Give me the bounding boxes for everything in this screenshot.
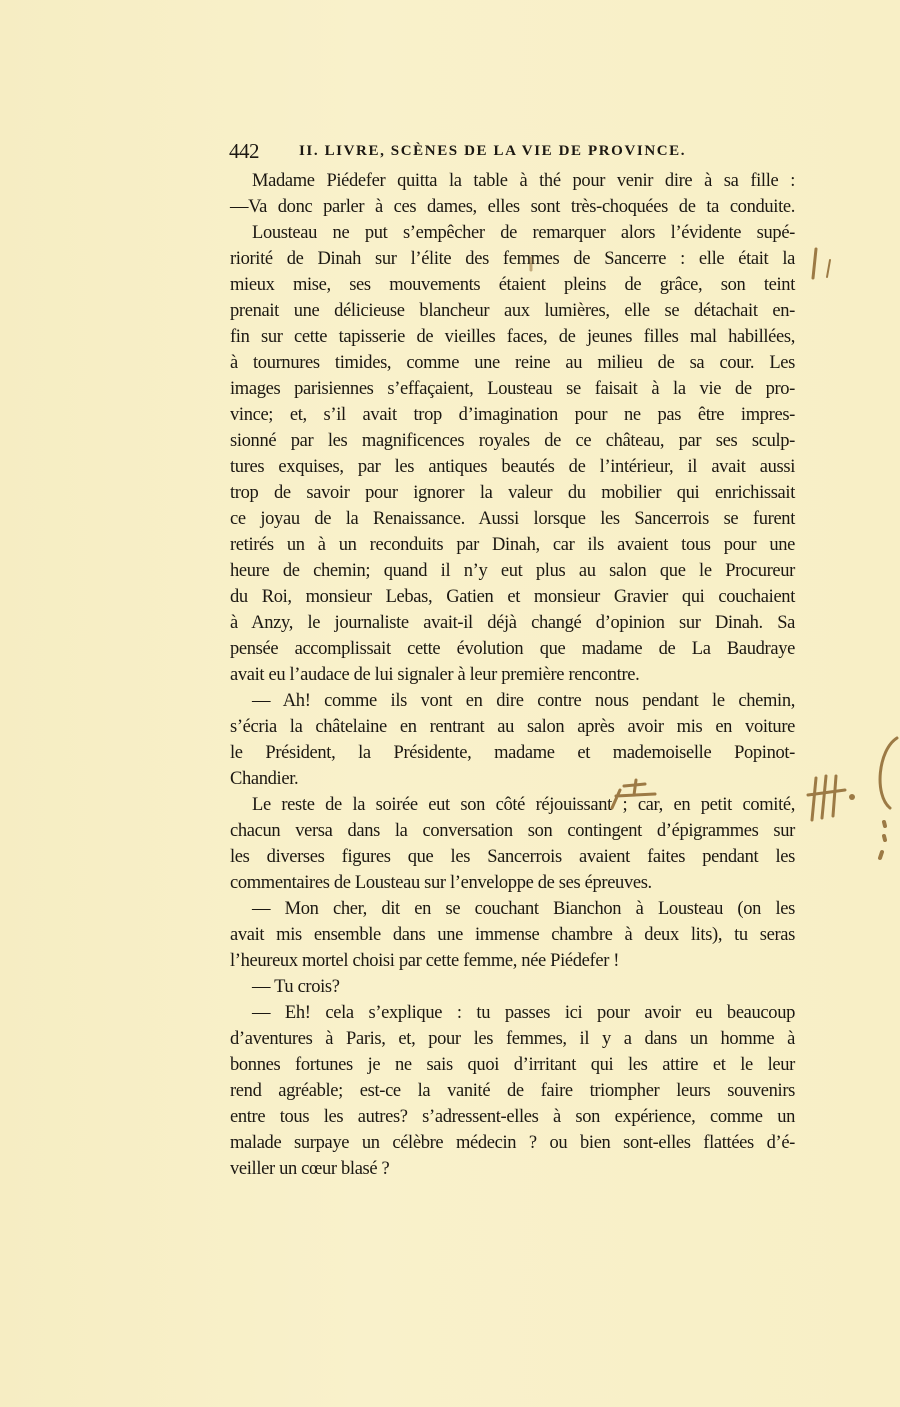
margin-dots-mark (880, 822, 885, 858)
page-number: 442 (229, 139, 259, 163)
text-line: mieux mise, ses mouvements étaient pleins de grâce, son teint (230, 275, 795, 295)
text-line: les diverses figures que les Sancerrois avaient faites pendant les (230, 847, 795, 867)
text-line: bonnes fortunes je ne sais quoi d’irritant qui les attire et le leur (230, 1055, 795, 1075)
text-line: tures exquises, par les antiques beautés de l’intérieur, il avait aussi (230, 457, 795, 477)
text-line: à tournures timides, comme une reine au milieu de sa cour. Les (230, 353, 795, 373)
text-line: — Ah! comme ils vont en dire contre nous pendant le chemin, (252, 691, 795, 711)
margin-stroke-mark (813, 249, 816, 278)
text-line: veiller un cœur blasé ? (230, 1159, 390, 1179)
text-line: — Mon cher, dit en se couchant Bianchon à Lousteau (on les (252, 899, 795, 919)
text-line: sionné par les magnificences royales de ce château, par ses sculp- (230, 431, 795, 451)
text-line: — Eh! cela s’explique : tu passes ici pour avoir eu beaucoup (252, 1003, 795, 1023)
text-line: prenait une délicieuse blancheur aux lumières, elle se détachait en- (230, 301, 795, 321)
margin-bracket-mark (880, 738, 897, 808)
text-line: images parisiennes s’effaçaient, Lousteau se faisait à la vie de pro- (230, 379, 795, 399)
text-line: vince; et, s’il avait trop d’imagination pour ne pas être impres- (230, 405, 795, 425)
text-line: avait mis ensemble dans une immense chambre à deux lits), tu seras (230, 925, 795, 945)
margin-dot-mark (849, 794, 855, 800)
text-line: commentaires de Lousteau sur l’enveloppe de ses épreuves. (230, 873, 652, 893)
text-line: avait eu l’audace de lui signaler à leur première rencontre. (230, 665, 640, 685)
text-line: malade surpaye un célèbre médecin ? ou bien sont-elles flattées d’é- (230, 1133, 795, 1153)
text-line: heure de chemin; quand il n’y eut plus au salon que le Procureur (230, 561, 795, 581)
text-line: Chandier. (230, 769, 299, 789)
text-line: rend agréable; est-ce la vanité de faire triompher leurs souvenirs (230, 1081, 795, 1101)
margin-ttt-mark (808, 776, 845, 820)
text-line: Lousteau ne put s’empêcher de remarquer alors l’évidente supé- (252, 223, 795, 243)
text-line: l’heureux mortel choisi par cette femme, née Piédefer ! (230, 951, 620, 971)
margin-stroke-mark (827, 260, 830, 277)
text-line: trop de savoir pour ignorer la valeur du mobilier qui enrichissait (230, 483, 795, 503)
text-line: Madame Piédefer quitta la table à thé pour venir dire à sa fille : (252, 171, 795, 191)
text-line: —Va donc parler à ces dames, elles sont très-choquées de ta conduite. (230, 197, 795, 217)
text-line: chacun versa dans la conversation son contingent d’épigrammes sur (230, 821, 795, 841)
text-line: s’écria la châtelaine en rentrant au salon après avoir mis en voiture (230, 717, 795, 737)
running-title: II. LIVRE, SCÈNES DE LA VIE DE PROVINCE. (299, 143, 687, 159)
text-line: d’aventures à Paris, et, pour les femmes, il y a dans un homme à (230, 1029, 795, 1049)
text-line: pensée accomplissait cette évolution que madame de La Baudraye (230, 639, 795, 659)
text-line: ce joyau de la Renaissance. Aussi lorsque les Sancerrois se furent (230, 509, 795, 529)
text-line: entre tous les autres? s’adressent-elles à son expérience, comme un (230, 1107, 795, 1127)
text-line: le Président, la Présidente, madame et mademoiselle Popinot- (230, 743, 795, 763)
text-line: — Tu crois? (252, 977, 340, 997)
insertion-mark (612, 780, 655, 808)
text-line: du Roi, monsieur Lebas, Gatien et monsieur Gravier qui couchaient (230, 587, 795, 607)
text-line: retirés un à un reconduits par Dinah, car ils avaient tous pour une (230, 535, 795, 555)
text-line: riorité de Dinah sur l’élite des femmes de Sancerre : elle était la (230, 249, 795, 269)
text-line: à Anzy, le journaliste avait-il déjà changé d’opinion sur Dinah. Sa (230, 613, 795, 633)
text-line: fin sur cette tapisserie de vieilles faces, de jeunes filles mal habillées, (230, 327, 795, 347)
text-line: Le reste de la soirée eut son côté réjouissant ; car, en petit comité, (252, 795, 795, 815)
